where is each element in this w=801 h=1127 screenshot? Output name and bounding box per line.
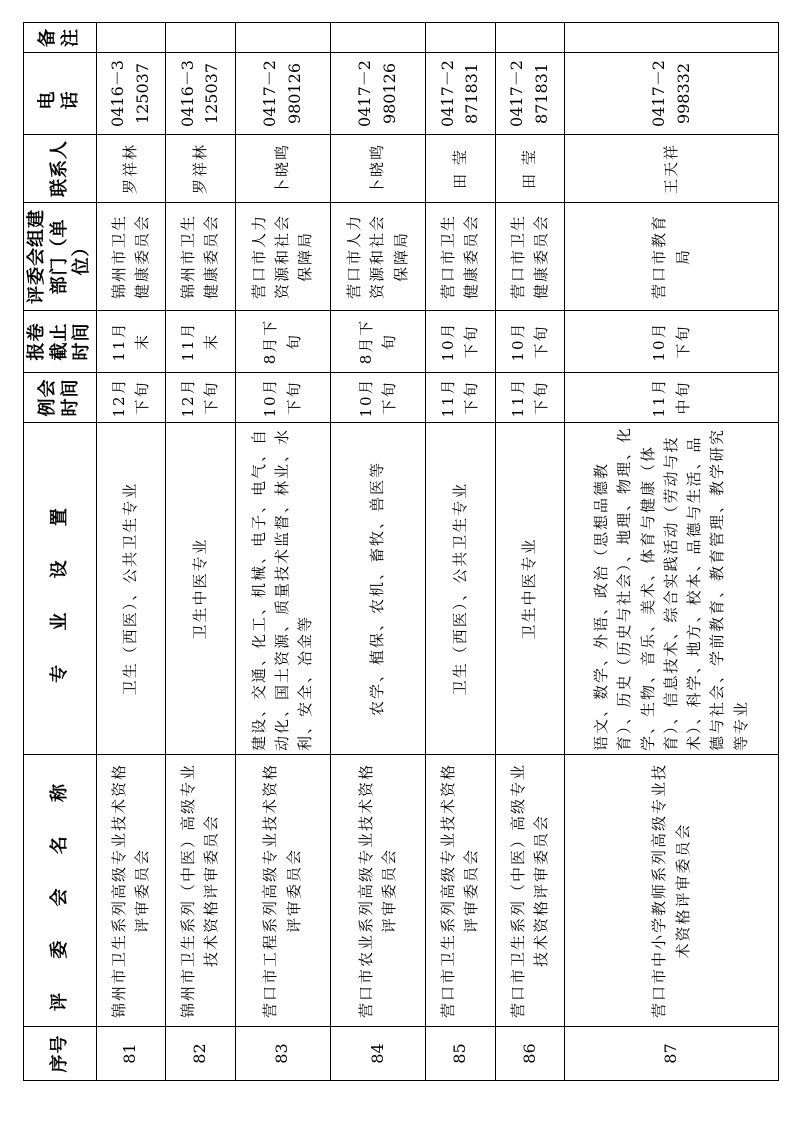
committee-table bbox=[23, 22, 779, 1081]
row-note bbox=[330, 23, 425, 53]
header-name: 评 委 会 名 称 bbox=[24, 755, 97, 1027]
row-org: 锦州市卫生健康委员会 bbox=[96, 203, 166, 311]
table-row bbox=[330, 23, 425, 1081]
row-contact: 王天祥 bbox=[565, 135, 779, 203]
row-deadline: 10月下旬 bbox=[426, 311, 496, 373]
row-name: 锦州市卫生系列高级专业技术资格评审委员会 bbox=[96, 755, 166, 1027]
row-deadline: 11月末 bbox=[96, 311, 166, 373]
row-contact: 罗祥林 bbox=[96, 135, 166, 203]
row-name: 锦州市卫生系列（中医）高级专业技术资格评审委员会 bbox=[166, 755, 236, 1027]
row-note bbox=[96, 23, 166, 53]
row-org: 营口市教育局 bbox=[565, 203, 779, 311]
row-no: 82 bbox=[166, 1027, 236, 1081]
row-specialty: 建设、交通、化工、机械、电子、电气、自动化、国土资源、质量技术监督、林业、水利、安全、冶金等 bbox=[235, 423, 330, 755]
row-contact: 田 莹 bbox=[495, 135, 565, 203]
row-org: 营口市人力资源和社会保障局 bbox=[235, 203, 330, 311]
row-contact: 田 莹 bbox=[426, 135, 496, 203]
row-contact: 罗祥林 bbox=[166, 135, 236, 203]
header-meeting: 例会时间 bbox=[24, 373, 97, 423]
row-org: 锦州市卫生健康委员会 bbox=[166, 203, 236, 311]
row-name: 营口市工程系列高级专业技术资格评审委员会 bbox=[235, 755, 330, 1027]
row-phone: 0417－2871831 bbox=[495, 53, 565, 135]
row-org: 营口市人力资源和社会保障局 bbox=[330, 203, 425, 311]
row-meeting: 11月下旬 bbox=[426, 373, 496, 423]
row-meeting: 12月下旬 bbox=[166, 373, 236, 423]
header-no: 序号 bbox=[24, 1027, 97, 1081]
table-row bbox=[565, 23, 779, 1081]
row-phone: 0417－2980126 bbox=[235, 53, 330, 135]
row-no: 84 bbox=[330, 1027, 425, 1081]
row-phone: 0416－3125037 bbox=[96, 53, 166, 135]
row-note bbox=[426, 23, 496, 53]
row-contact: 卜晓鸣 bbox=[235, 135, 330, 203]
header-deadline: 报卷截止时间 bbox=[24, 311, 97, 373]
row-meeting: 10月下旬 bbox=[330, 373, 425, 423]
header-note: 备注 bbox=[24, 23, 97, 53]
row-contact: 卜晓鸣 bbox=[330, 135, 425, 203]
row-phone: 0417－2980126 bbox=[330, 53, 425, 135]
row-phone: 0417－2998332 bbox=[565, 53, 779, 135]
row-phone: 0416－3125037 bbox=[166, 53, 236, 135]
row-specialty: 卫生中医专业 bbox=[495, 423, 565, 755]
table-row bbox=[235, 23, 330, 1081]
rotated-page bbox=[23, 23, 779, 1081]
row-specialty: 卫生中医专业 bbox=[166, 423, 236, 755]
row-phone: 0417－2871831 bbox=[426, 53, 496, 135]
row-meeting: 10月下旬 bbox=[235, 373, 330, 423]
header-row bbox=[24, 23, 97, 1081]
row-specialty: 卫生（西医）、公共卫生专业 bbox=[426, 423, 496, 755]
row-deadline: 8月下旬 bbox=[330, 311, 425, 373]
row-no: 87 bbox=[565, 1027, 779, 1081]
row-specialty: 农学、植保、农机、畜牧、兽医等 bbox=[330, 423, 425, 755]
row-deadline: 10月下旬 bbox=[565, 311, 779, 373]
row-name: 营口市卫生系列高级专业技术资格评审委员会 bbox=[426, 755, 496, 1027]
row-no: 85 bbox=[426, 1027, 496, 1081]
row-specialty: 卫生（西医）、公共卫生专业 bbox=[96, 423, 166, 755]
table-row bbox=[426, 23, 496, 1081]
row-name: 营口市卫生系列（中医）高级专业技术资格评审委员会 bbox=[495, 755, 565, 1027]
row-org: 营口市卫生健康委员会 bbox=[426, 203, 496, 311]
row-name: 营口市中小学教师系列高级专业技术资格评审委员会 bbox=[565, 755, 779, 1027]
table-row bbox=[495, 23, 565, 1081]
row-name: 营口市农业系列高级专业技术资格评审委员会 bbox=[330, 755, 425, 1027]
row-meeting: 11月中旬 bbox=[565, 373, 779, 423]
row-no: 83 bbox=[235, 1027, 330, 1081]
row-no: 86 bbox=[495, 1027, 565, 1081]
row-note bbox=[565, 23, 779, 53]
table-row bbox=[96, 23, 166, 1081]
header-contact: 联系人 bbox=[24, 135, 97, 203]
header-specialty: 专 业 设 置 bbox=[24, 423, 97, 755]
header-phone: 电 话 bbox=[24, 53, 97, 135]
row-specialty: 语文、数学、外语、政治（思想品德教育）、历史（历史与社会）、地理、物理、化学、生物、音乐、美术、体育与健康（体育）、信息技术、综合实践活动（劳动与技术）、科学、地方、校本、品德与生活、品德与社会、学前教育、教育管理、教学研究等专业 bbox=[565, 423, 779, 755]
row-note bbox=[235, 23, 330, 53]
row-note bbox=[166, 23, 236, 53]
row-deadline: 8月下旬 bbox=[235, 311, 330, 373]
row-deadline: 11月末 bbox=[166, 311, 236, 373]
row-meeting: 12月下旬 bbox=[96, 373, 166, 423]
row-no: 81 bbox=[96, 1027, 166, 1081]
header-org: 评委会组建部门（单位） bbox=[24, 203, 97, 311]
row-note bbox=[495, 23, 565, 53]
row-org: 营口市卫生健康委员会 bbox=[495, 203, 565, 311]
row-meeting: 11月下旬 bbox=[495, 373, 565, 423]
table-row bbox=[166, 23, 236, 1081]
row-deadline: 10月下旬 bbox=[495, 311, 565, 373]
